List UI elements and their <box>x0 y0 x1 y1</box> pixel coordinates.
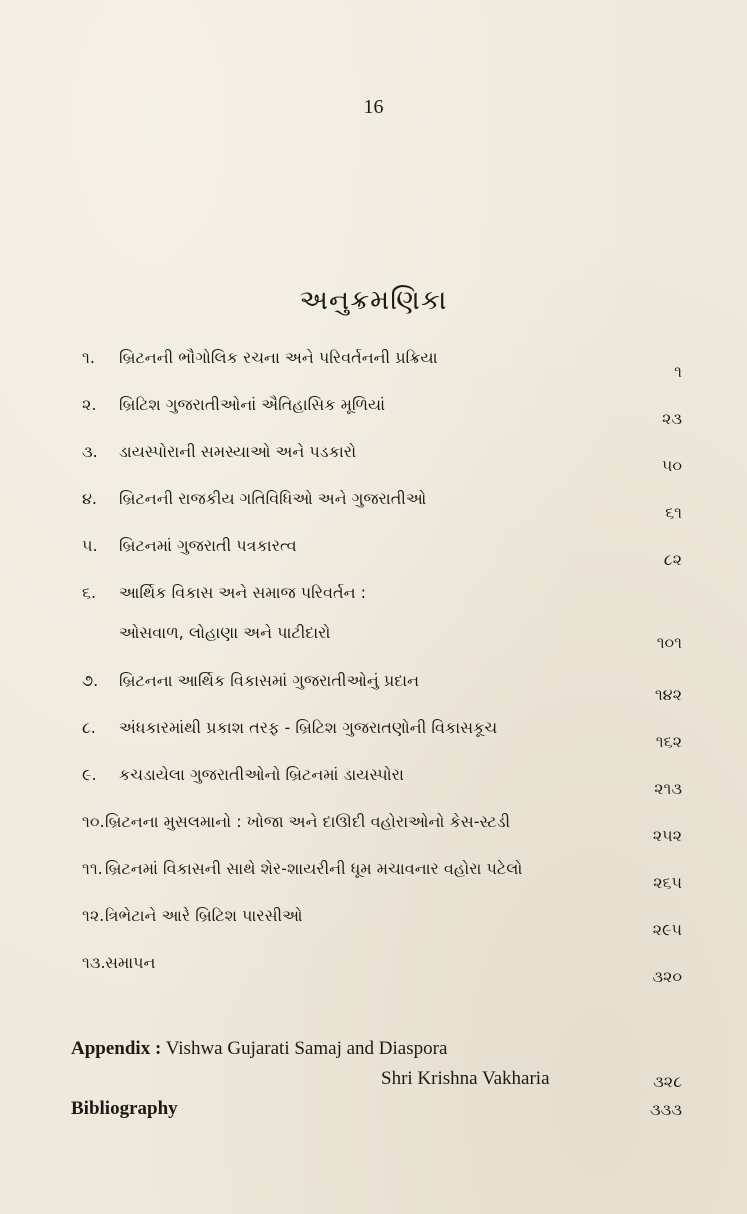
entry-title: બ્રિટનની ભૌગોલિક રચના અને પરિવર્તનની પ્રક્રિયા <box>119 348 438 367</box>
appendix-page: ૩૨૮ <box>653 1072 682 1091</box>
toc-entry <box>82 395 682 442</box>
table-of-contents <box>82 348 682 1000</box>
entry-page: ૬૧ <box>665 503 682 522</box>
entry-page: ૩૨૦ <box>652 967 682 986</box>
toc-entry <box>82 953 682 1000</box>
entry-title: બ્રિટનમાં વિકાસની સાથે શેર-શાયરીની ધૂમ મચાવનાર વહોરા પટેલો <box>105 859 523 878</box>
entry-title: બ્રિટનની રાજકીય ગતિવિધિઓ અને ગુજરાતીઓ <box>119 489 427 508</box>
entry-number: ૯. <box>82 765 97 784</box>
bibliography-entry <box>71 1098 682 1120</box>
entry-number: ૪. <box>82 489 98 508</box>
toc-entry <box>82 489 682 536</box>
entry-page: ૧૬૨ <box>655 732 682 751</box>
entry-number: ૧૩. <box>82 953 106 972</box>
bibliography-page: ૩૩૩ <box>650 1100 682 1119</box>
entry-page: ૮૨ <box>663 550 682 569</box>
toc-heading: અનુક્રમણિકા <box>299 285 448 316</box>
entry-number: ૧૦. <box>82 812 105 831</box>
entry-number: ૩. <box>82 442 98 461</box>
toc-entry <box>82 859 682 906</box>
page-number: 16 <box>363 96 384 118</box>
toc-entry <box>82 583 682 671</box>
bibliography-label: Bibliography <box>71 1098 178 1119</box>
entry-number: ૨. <box>82 395 97 414</box>
entry-page: ૧૦૧ <box>656 633 682 652</box>
entry-page: ૨૫૨ <box>652 826 682 845</box>
entry-number: ૫. <box>82 536 98 555</box>
entry-page: ૨૬૫ <box>653 873 682 892</box>
toc-entry <box>82 348 682 395</box>
entry-number: ૧. <box>82 348 95 367</box>
appendix-label: Appendix : <box>71 1038 162 1059</box>
appendix-title: Vishwa Gujarati Samaj and Diaspora <box>165 1038 448 1059</box>
toc-entry <box>82 536 682 583</box>
entry-page: ૨૧૩ <box>654 779 682 798</box>
appendix-entry <box>71 1038 682 1091</box>
entry-page: ૧૪૨ <box>654 685 682 704</box>
entry-page: ૧ <box>674 362 682 381</box>
entry-title: કચડાયેલા ગુજરાતીઓનો બ્રિટનમાં ડાયસ્પોરા <box>119 765 404 784</box>
entry-number: ૧૧. <box>82 859 103 878</box>
entry-page: ૨૯૫ <box>652 920 682 939</box>
toc-entry <box>82 442 682 489</box>
entry-title: બ્રિટનના મુસલમાનો : ખોજા અને દાઊદી વહોરાઓનો કેસ-સ્ટડી <box>105 812 511 831</box>
entry-title: બ્રિટનમાં ગુજરાતી પત્રકારત્વ <box>119 536 297 555</box>
entry-title: ત્રિભેટાને આરે બ્રિટિશ પારસીઓ <box>105 906 303 925</box>
toc-entry <box>82 906 682 953</box>
entry-number: ૭. <box>82 671 99 690</box>
appendix-author: Shri Krishna Vakharia <box>381 1068 550 1089</box>
entry-title: આર્થિક વિકાસ અને સમાજ પરિવર્તન : <box>119 583 366 602</box>
entry-title: સમાપન <box>105 953 156 972</box>
toc-entry <box>82 671 682 718</box>
entry-page: ૨૩ <box>661 409 682 428</box>
entry-subtitle: ઓસવાળ, લોહાણા અને પાટીદારો <box>119 623 331 642</box>
toc-entry <box>82 812 682 859</box>
entry-number: ૧૨. <box>82 906 105 925</box>
entry-title: અંધકારમાંથી પ્રકાશ તરફ - બ્રિટિશ ગુજરાતણોની વિકાસકૂચ <box>119 718 498 737</box>
entry-title: ડાયસ્પોરાની સમસ્યાઓ અને પડકારો <box>119 442 357 461</box>
entry-title: બ્રિટનના આર્થિક વિકાસમાં ગુજરાતીઓનું પ્રદાન <box>119 671 420 690</box>
toc-entry <box>82 765 682 812</box>
entry-title: બ્રિટિશ ગુજરાતીઓનાં ઐતિહાસિક મૂળિયાં <box>119 395 386 414</box>
entry-number: ૮. <box>82 718 96 737</box>
entry-number: ૬. <box>82 583 97 602</box>
toc-entry <box>82 718 682 765</box>
entry-page: ૫૦ <box>661 456 682 475</box>
